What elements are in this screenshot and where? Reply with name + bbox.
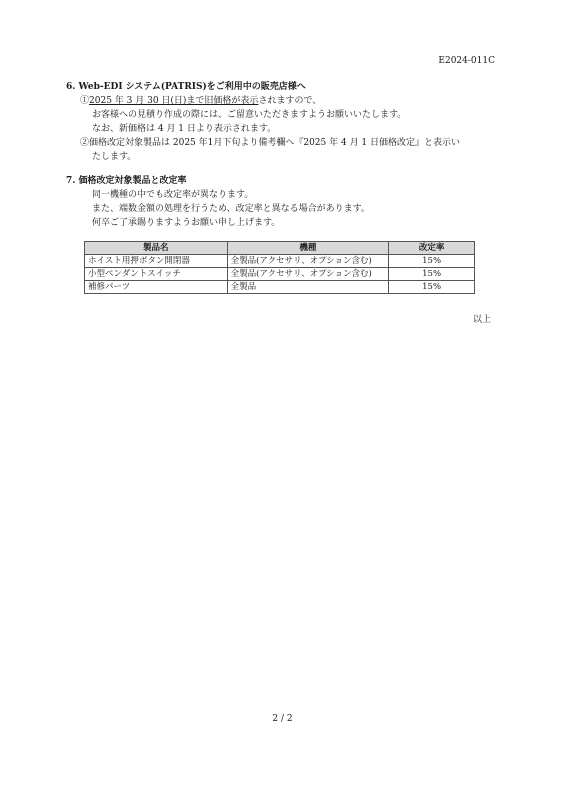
document-code: E2024-011C bbox=[438, 56, 495, 66]
section-7-line-1: 同一機種の中でも改定率が異なります。 bbox=[92, 190, 254, 200]
table-row bbox=[85, 255, 475, 268]
table-header-row bbox=[85, 242, 475, 255]
header-product-name: 製品名 bbox=[85, 242, 228, 255]
model-cell: 全製品 bbox=[227, 281, 389, 294]
table-row bbox=[85, 268, 475, 281]
section-7 bbox=[66, 174, 498, 230]
page-number: 2 / 2 bbox=[272, 714, 293, 724]
section-7-line-3: 何卒ご了承賜りますようお願い申し上げます。 bbox=[92, 218, 281, 228]
price-revision-table bbox=[84, 241, 475, 294]
rate-cell: 15% bbox=[389, 255, 475, 268]
section-6 bbox=[66, 80, 498, 164]
section-6-item-1 bbox=[66, 94, 498, 108]
rate-cell: 15% bbox=[389, 281, 475, 294]
model-cell: 全製品(アクセサリ、オプション含む) bbox=[227, 268, 389, 281]
section-7-heading: 7. 価格改定対象製品と改定率 bbox=[66, 176, 187, 186]
item-1-marker: ① bbox=[80, 96, 90, 106]
section-6-item-2: ②価格改定対象製品は 2025 年1月下旬より備考欄へ『2025 年 4 月 1 日価格改定』と表示い bbox=[80, 138, 461, 148]
rate-cell: 15% bbox=[389, 268, 475, 281]
model-cell: 全製品(アクセサリ、オプション含む) bbox=[227, 255, 389, 268]
header-model: 機種 bbox=[227, 242, 389, 255]
product-name-cell: 小型ペンダントスイッチ bbox=[85, 268, 228, 281]
closing-text: 以上 bbox=[472, 315, 491, 325]
section-6-heading: 6. Web-EDI システム(PATRIS)をご利用中の販売店様へ bbox=[66, 82, 306, 92]
product-name-cell: ホイスト用押ボタン開閉器 bbox=[85, 255, 228, 268]
section-7-line-2: また、端数金額の処理を行うため、改定率と異なる場合があります。 bbox=[92, 204, 370, 214]
item-2-line-2: たします。 bbox=[92, 152, 137, 162]
item-1-rest-text: されますので、 bbox=[258, 96, 322, 106]
header-revision-rate: 改定率 bbox=[389, 242, 475, 255]
table-row bbox=[85, 281, 475, 294]
item-1-line-3: なお、新価格は 4 月 1 日より表示されます。 bbox=[92, 124, 277, 134]
item-1-underlined-text: 2025 年 3 月 30 日(日)まで旧価格が表示 bbox=[89, 96, 259, 106]
product-name-cell: 補修パーツ bbox=[85, 281, 228, 294]
item-1-line-2: お客様への見積り作成の際には、ご留意いただきますようお願いいたします。 bbox=[92, 110, 407, 120]
